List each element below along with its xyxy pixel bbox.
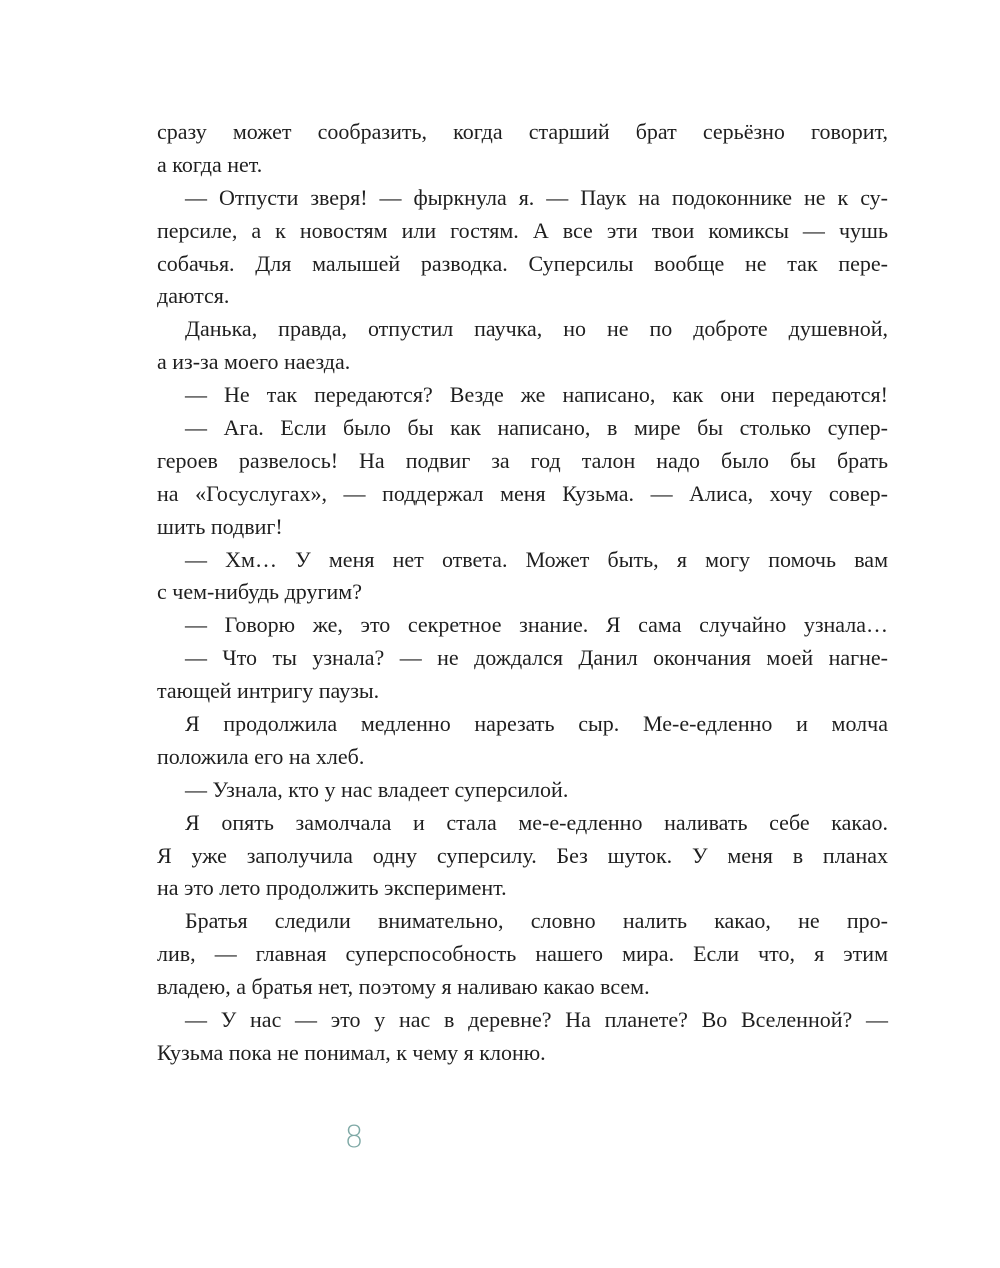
text-line: на «Госуслугах», — поддержал меня Кузьма. — Алиса, хочу совер- xyxy=(157,480,888,506)
text-line: лив, — главная суперспособность нашего мира. Если что, я этим xyxy=(157,941,888,967)
text-line: Братья следили внимательно, словно налить какао, не про- xyxy=(185,908,888,934)
page-number: 8 xyxy=(344,1120,364,1155)
text-line: положила его на хлеб. xyxy=(157,743,365,769)
text-line: тающей интригу паузы. xyxy=(157,678,380,704)
text-line: — Узнала, кто у нас владеет суперсилой. xyxy=(185,776,569,802)
text-line: на это лето продолжить эксперимент. xyxy=(157,875,507,901)
text-line: шить подвиг! xyxy=(157,513,283,539)
text-line: — Говорю же, это секретное знание. Я сама случайно узнала… xyxy=(185,612,888,638)
text-line: Я уже заполучила одну суперсилу. Без шуток. У меня в планах xyxy=(157,842,888,868)
text-line: с чем-нибудь другим? xyxy=(157,579,362,605)
text-line: владею, а братья нет, поэтому я наливаю какао всем. xyxy=(157,974,650,1000)
text-line: даются. xyxy=(157,283,230,309)
text-line: Кузьма пока не понимал, к чему я клоню. xyxy=(157,1039,546,1065)
text-line: сразу может сообразить, когда старший брат серьёзно говорит, xyxy=(157,119,888,144)
text-line: персиле, а к новостям или гостям. А все эти твои комиксы — чушь xyxy=(157,217,888,243)
text-line: Я опять замолчала и стала ме-е-едленно наливать себе какао. xyxy=(185,809,888,835)
text-line: а когда нет. xyxy=(157,151,263,177)
text-line: — Отпусти зверя! — фыркнула я. — Паук на подоконнике не к су- xyxy=(185,184,888,210)
text-line: Данька, правда, отпустил паучка, но не по доброте душевной, xyxy=(185,316,888,342)
text-line: — Хм… У меня нет ответа. Может быть, я могу помочь вам xyxy=(185,546,888,572)
text-line: а из-за моего наезда. xyxy=(157,349,351,375)
text-line: — У нас — это у нас в деревне? На планете? Во Вселенной? — xyxy=(185,1007,888,1033)
text-line: — Не так передаются? Везде же написано, как они передаются! xyxy=(185,382,888,408)
text-line: героев развелось! На подвиг за год талон надо было бы брать xyxy=(157,447,888,473)
body-text xyxy=(157,116,888,1070)
text-line: — Что ты узнала? — не дождался Данил окончания моей нагне- xyxy=(185,645,888,671)
text-line: — Ага. Если было бы как написано, в мире бы столько супер- xyxy=(185,415,888,441)
text-line: Я продолжила медленно нарезать сыр. Ме-е-едленно и молча xyxy=(185,711,888,737)
text-line: собачья. Для малышей разводка. Суперсилы вообще не так пере- xyxy=(157,250,888,276)
